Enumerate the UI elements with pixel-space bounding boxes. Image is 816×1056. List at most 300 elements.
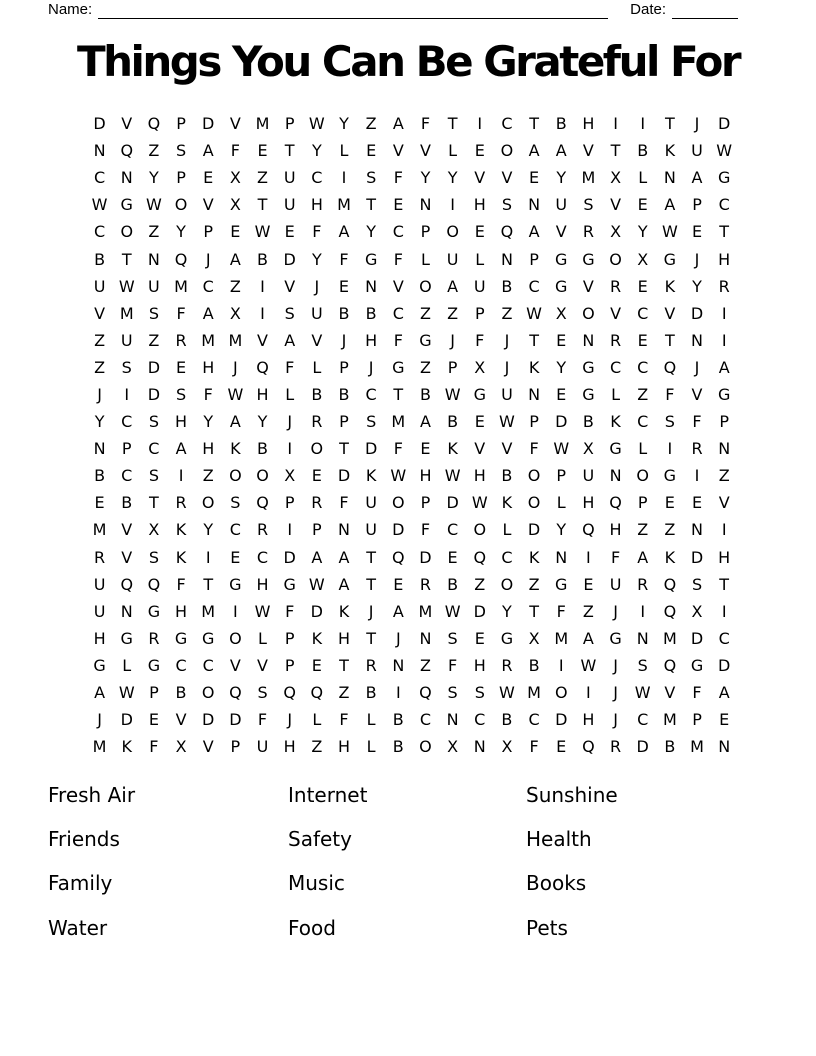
grid-letter: W — [308, 574, 325, 594]
grid-letter: E — [556, 737, 567, 757]
grid-letter: F — [230, 141, 240, 161]
grid-letter: L — [122, 655, 132, 675]
grid-letter: N — [691, 520, 703, 540]
grid-letter: F — [285, 357, 295, 377]
grid-letter: P — [447, 357, 458, 377]
grid-letter: I — [287, 520, 293, 540]
grid-letter: I — [667, 439, 673, 459]
grid-letter: S — [447, 683, 458, 703]
grid-letter: E — [474, 141, 485, 161]
grid-letter: F — [692, 412, 702, 432]
grid-letter: E — [447, 547, 458, 567]
grid-letter: C — [392, 303, 404, 323]
grid-letter: R — [718, 276, 730, 296]
grid-letter: C — [447, 520, 459, 540]
grid-letter: W — [227, 384, 244, 404]
grid-letter: E — [257, 141, 268, 161]
grid-letter: M — [337, 195, 351, 215]
grid-letter: R — [637, 574, 649, 594]
grid-letter: Y — [637, 222, 648, 242]
grid-letter: O — [392, 493, 405, 513]
grid-letter: M — [527, 683, 541, 703]
grid-letter: N — [147, 249, 160, 269]
grid-letter: S — [447, 628, 458, 648]
grid-letter: N — [691, 330, 703, 350]
grid-letter: N — [93, 141, 106, 161]
grid-letter: C — [229, 520, 241, 540]
word-list-item: Internet — [288, 783, 368, 808]
grid-letter: F — [393, 249, 403, 269]
grid-letter: H — [473, 466, 486, 486]
grid-letter: G — [663, 466, 677, 486]
grid-letter: P — [529, 412, 539, 432]
grid-letter: A — [637, 547, 649, 567]
grid-letter: N — [338, 520, 350, 540]
grid-letter: F — [448, 655, 458, 675]
grid-letter: E — [664, 493, 675, 513]
grid-letter: B — [257, 249, 268, 269]
grid-letter: J — [233, 357, 238, 377]
grid-letter: F — [475, 330, 485, 350]
grid-letter: H — [202, 357, 215, 377]
grid-letter: A — [94, 683, 106, 703]
grid-letter: O — [609, 249, 622, 269]
grid-letter: M — [690, 737, 704, 757]
grid-letter: C — [528, 276, 540, 296]
grid-letter: X — [555, 303, 567, 323]
grid-letter: L — [312, 710, 322, 730]
grid-letter: F — [692, 683, 702, 703]
grid-letter: C — [637, 303, 649, 323]
word-list-item: Music — [288, 871, 345, 896]
grid-letter: A — [175, 439, 187, 459]
word-list-item: Fresh Air — [48, 783, 136, 808]
grid-letter: K — [528, 357, 540, 377]
grid-letter: I — [721, 520, 727, 540]
grid-letter: X — [501, 737, 513, 757]
grid-letter: A — [718, 357, 730, 377]
grid-letter: A — [528, 222, 540, 242]
grid-letter: D — [283, 547, 296, 567]
grid-letter: R — [609, 737, 622, 757]
grid-letter: Y — [311, 141, 322, 161]
grid-letter: F — [420, 520, 431, 540]
grid-letter: R — [175, 493, 187, 513]
grid-letter: O — [120, 222, 134, 242]
grid-letter: U — [256, 737, 269, 757]
grid-letter: T — [203, 574, 214, 594]
grid-letter: V — [474, 439, 486, 459]
grid-letter: Y — [339, 114, 349, 134]
grid-letter: S — [664, 412, 675, 432]
grid-letter: C — [202, 276, 214, 296]
grid-letter: W — [580, 655, 597, 675]
grid-letter: Q — [256, 493, 269, 513]
grid-letter: X — [229, 195, 241, 215]
grid-letter: G — [690, 655, 704, 675]
grid-letter: D — [202, 710, 215, 730]
grid-letter: I — [477, 114, 483, 134]
grid-letter: P — [420, 493, 431, 513]
grid-letter: R — [501, 655, 513, 675]
grid-letter: H — [582, 114, 595, 134]
grid-letter: R — [582, 222, 594, 242]
grid-letter: S — [148, 547, 159, 567]
grid-letter: U — [582, 466, 595, 486]
grid-letter: C — [175, 655, 187, 675]
grid-letter: F — [529, 439, 539, 459]
grid-letter: R — [609, 330, 622, 350]
grid-letter: S — [230, 493, 241, 513]
grid-letter: E — [94, 493, 105, 513]
grid-letter: D — [690, 628, 704, 648]
grid-letter: P — [692, 195, 702, 215]
grid-letter: D — [337, 466, 351, 486]
grid-letter: E — [284, 222, 295, 242]
grid-letter: K — [664, 276, 676, 296]
grid-letter: F — [339, 249, 349, 269]
grid-letter: N — [419, 195, 432, 215]
grid-letter: V — [582, 141, 594, 161]
word-list-item: Family — [48, 871, 113, 896]
grid-letter: Z — [419, 655, 431, 675]
grid-letter: U — [473, 276, 486, 296]
grid-letter: H — [473, 655, 486, 675]
grid-letter: E — [474, 222, 485, 242]
grid-letter: B — [392, 737, 404, 757]
grid-letter: B — [365, 683, 377, 703]
grid-letter: G — [609, 628, 622, 648]
grid-letter: G — [120, 628, 133, 648]
grid-letter: P — [176, 168, 186, 188]
grid-letter: T — [719, 222, 730, 242]
grid-letter: W — [118, 276, 135, 296]
grid-letter: H — [310, 195, 323, 215]
grid-letter: V — [175, 710, 187, 730]
grid-letter: J — [450, 330, 455, 350]
grid-letter: E — [393, 574, 404, 594]
grid-letter: P — [230, 737, 241, 757]
grid-letter: K — [664, 547, 676, 567]
grid-letter: W — [716, 141, 733, 161]
grid-letter: V — [555, 222, 567, 242]
grid-letter: F — [420, 114, 431, 134]
grid-letter: J — [613, 710, 618, 730]
grid-letter: E — [637, 195, 648, 215]
grid-letter: A — [392, 601, 404, 621]
grid-letter: T — [529, 601, 539, 621]
grid-letter: Z — [148, 141, 160, 161]
grid-letter: Y — [366, 222, 377, 242]
grid-letter: Z — [148, 222, 160, 242]
grid-letter: B — [94, 249, 106, 269]
grid-letter: S — [691, 574, 703, 594]
grid-letter: E — [583, 574, 594, 594]
grid-letter: Z — [664, 520, 676, 540]
grid-letter: F — [393, 168, 403, 188]
grid-letter: I — [260, 303, 265, 323]
grid-letter: K — [610, 412, 621, 432]
grid-letter: B — [528, 655, 540, 675]
grid-letter: J — [613, 683, 618, 703]
grid-letter: J — [341, 330, 347, 350]
grid-letter: I — [721, 601, 727, 621]
grid-letter: Q — [392, 547, 405, 567]
grid-letter: C — [202, 655, 214, 675]
grid-letter: E — [338, 276, 350, 296]
grid-letter: F — [665, 384, 675, 404]
grid-letter: P — [556, 466, 567, 486]
grid-letter: K — [121, 737, 132, 757]
grid-letter: W — [634, 683, 651, 703]
grid-letter: A — [691, 168, 703, 188]
grid-letter: B — [447, 574, 459, 594]
grid-letter: E — [311, 655, 322, 675]
grid-letter: J — [97, 710, 102, 730]
grid-letter: Z — [229, 276, 241, 296]
grid-letter: X — [229, 303, 241, 323]
grid-letter: Y — [176, 222, 186, 242]
grid-letter: U — [93, 601, 106, 621]
grid-letter: N — [718, 439, 731, 459]
grid-letter: K — [311, 628, 323, 648]
grid-letter: S — [148, 466, 159, 486]
grid-letter: Q — [663, 601, 677, 621]
grid-letter: E — [691, 493, 703, 513]
grid-letter: N — [500, 249, 513, 269]
grid-letter: S — [175, 384, 187, 404]
grid-letter: I — [640, 601, 646, 621]
grid-letter: Z — [94, 330, 106, 350]
grid-letter: V — [582, 276, 594, 296]
grid-letter: G — [229, 574, 242, 594]
grid-letter: L — [285, 384, 295, 404]
grid-letter: N — [663, 168, 676, 188]
grid-letter: H — [283, 737, 296, 757]
grid-letter: A — [664, 195, 676, 215]
grid-letter: N — [365, 276, 378, 296]
grid-letter: V — [229, 114, 241, 134]
grid-letter: U — [446, 249, 459, 269]
grid-letter: N — [582, 330, 595, 350]
grid-letter: G — [147, 601, 161, 621]
grid-letter: I — [586, 683, 591, 703]
grid-letter: V — [392, 141, 404, 161]
grid-letter: S — [148, 303, 159, 323]
grid-letter: V — [121, 547, 133, 567]
grid-letter: Z — [637, 384, 649, 404]
grid-letter: V — [610, 303, 622, 323]
grid-letter: Y — [311, 249, 322, 269]
grid-letter: T — [447, 114, 458, 134]
grid-letter: F — [149, 737, 159, 757]
grid-letter: B — [664, 737, 676, 757]
grid-letter: G — [582, 384, 595, 404]
grid-letter: G — [609, 439, 622, 459]
grid-letter: Y — [203, 412, 214, 432]
grid-letter: D — [120, 710, 133, 730]
grid-letter: G — [717, 384, 731, 404]
grid-letter: I — [586, 547, 591, 567]
grid-letter: Z — [528, 574, 540, 594]
grid-letter: G — [555, 574, 568, 594]
grid-letter: Q — [147, 574, 161, 594]
grid-letter: O — [527, 493, 541, 513]
grid-letter: T — [366, 547, 377, 567]
grid-letter: Y — [556, 168, 567, 188]
grid-letter: D — [310, 601, 323, 621]
grid-letter: Y — [149, 168, 159, 188]
grid-letter: J — [314, 276, 320, 296]
grid-letter: A — [338, 574, 350, 594]
grid-letter: Z — [582, 601, 594, 621]
grid-letter: R — [175, 330, 187, 350]
grid-letter: P — [529, 249, 539, 269]
grid-letter: V — [202, 195, 214, 215]
grid-letter: Q — [500, 222, 514, 242]
grid-letter: X — [582, 439, 594, 459]
grid-letter: W — [444, 466, 461, 486]
grid-letter: I — [287, 439, 293, 459]
grid-letter: L — [366, 710, 376, 730]
grid-letter: G — [582, 249, 595, 269]
grid-letter: I — [124, 384, 130, 404]
grid-letter: V — [691, 384, 703, 404]
grid-letter: G — [147, 655, 161, 675]
grid-letter: Q — [609, 493, 622, 513]
grid-letter: X — [175, 737, 187, 757]
grid-letter: J — [694, 114, 700, 134]
grid-letter: I — [233, 601, 238, 621]
grid-letter: K — [175, 547, 187, 567]
grid-letter: H — [175, 412, 188, 432]
grid-letter: J — [205, 249, 211, 269]
grid-letter: D — [419, 547, 432, 567]
grid-letter: P — [637, 493, 648, 513]
grid-letter: L — [366, 737, 376, 757]
grid-letter: F — [339, 710, 349, 730]
grid-letter: T — [366, 628, 377, 648]
grid-letter: X — [528, 628, 540, 648]
grid-letter: Z — [257, 168, 268, 188]
grid-letter: V — [718, 493, 730, 513]
grid-letter: N — [473, 737, 486, 757]
grid-letter: E — [230, 547, 241, 567]
grid-letter: E — [230, 222, 241, 242]
grid-letter: C — [637, 357, 649, 377]
grid-letter: M — [174, 276, 188, 296]
grid-letter: L — [556, 493, 566, 513]
grid-letter: N — [93, 439, 106, 459]
grid-letter: N — [528, 195, 541, 215]
grid-letter: C — [121, 412, 133, 432]
grid-letter: O — [500, 574, 514, 594]
grid-letter: P — [121, 439, 132, 459]
grid-letter: P — [176, 114, 186, 134]
grid-letter: F — [393, 330, 403, 350]
grid-letter: C — [93, 168, 106, 188]
grid-letter: I — [694, 466, 700, 486]
grid-letter: G — [717, 168, 731, 188]
grid-letter: V — [501, 168, 513, 188]
grid-letter: P — [284, 655, 295, 675]
grid-letter: D — [147, 384, 161, 404]
grid-letter: N — [609, 466, 622, 486]
grid-letter: R — [311, 412, 323, 432]
grid-letter: E — [366, 141, 377, 161]
grid-letter: E — [203, 168, 214, 188]
grid-letter: X — [447, 737, 459, 757]
grid-letter: X — [637, 249, 649, 269]
grid-letter: T — [339, 655, 349, 675]
grid-letter: M — [662, 628, 677, 648]
grid-letter: R — [609, 276, 622, 296]
grid-letter: J — [395, 628, 401, 648]
grid-letter: A — [202, 303, 214, 323]
grid-letter: W — [145, 195, 162, 215]
grid-letter: D — [364, 439, 378, 459]
grid-letter: O — [256, 466, 269, 486]
grid-letter: K — [230, 439, 241, 459]
word-list-item: Sunshine — [526, 783, 618, 808]
grid-letter: D — [636, 737, 649, 757]
grid-letter: E — [393, 195, 404, 215]
grid-letter: O — [582, 303, 595, 323]
grid-letter: E — [691, 222, 703, 242]
grid-letter: Y — [447, 168, 458, 188]
grid-letter: Z — [501, 303, 513, 323]
word-list-item: Safety — [288, 827, 352, 852]
grid-letter: U — [148, 276, 160, 296]
grid-letter: E — [637, 276, 648, 296]
grid-letter: J — [368, 601, 374, 621]
word-list-item: Books — [526, 871, 587, 896]
grid-letter: X — [691, 601, 703, 621]
grid-letter: B — [94, 466, 106, 486]
grid-letter: B — [555, 114, 567, 134]
grid-letter: V — [121, 520, 133, 540]
name-input-line[interactable] — [98, 4, 608, 19]
grid-letter: O — [500, 141, 514, 161]
grid-letter: P — [284, 628, 295, 648]
grid-letter: N — [120, 601, 133, 621]
word-list-item: Food — [288, 915, 336, 940]
date-input-line[interactable] — [672, 4, 738, 19]
grid-letter: W — [553, 439, 570, 459]
grid-letter: I — [558, 655, 564, 675]
grid-letter: D — [202, 114, 215, 134]
grid-letter: M — [418, 601, 433, 621]
grid-letter: J — [613, 601, 618, 621]
grid-letter: C — [528, 710, 540, 730]
grid-letter: W — [390, 466, 407, 486]
grid-letter: C — [718, 628, 730, 648]
grid-letter: K — [338, 601, 350, 621]
grid-letter: J — [613, 655, 618, 675]
grid-letter: E — [719, 710, 730, 730]
grid-letter: M — [554, 628, 569, 648]
grid-letter: T — [664, 330, 675, 350]
grid-letter: S — [501, 195, 512, 215]
grid-letter: P — [284, 493, 295, 513]
grid-letter: V — [664, 303, 676, 323]
grid-letter: Y — [556, 357, 567, 377]
grid-letter: H — [365, 330, 378, 350]
grid-letter: T — [257, 195, 268, 215]
grid-letter: S — [284, 303, 295, 323]
grid-letter: D — [446, 493, 459, 513]
word-search-grid — [86, 110, 738, 760]
